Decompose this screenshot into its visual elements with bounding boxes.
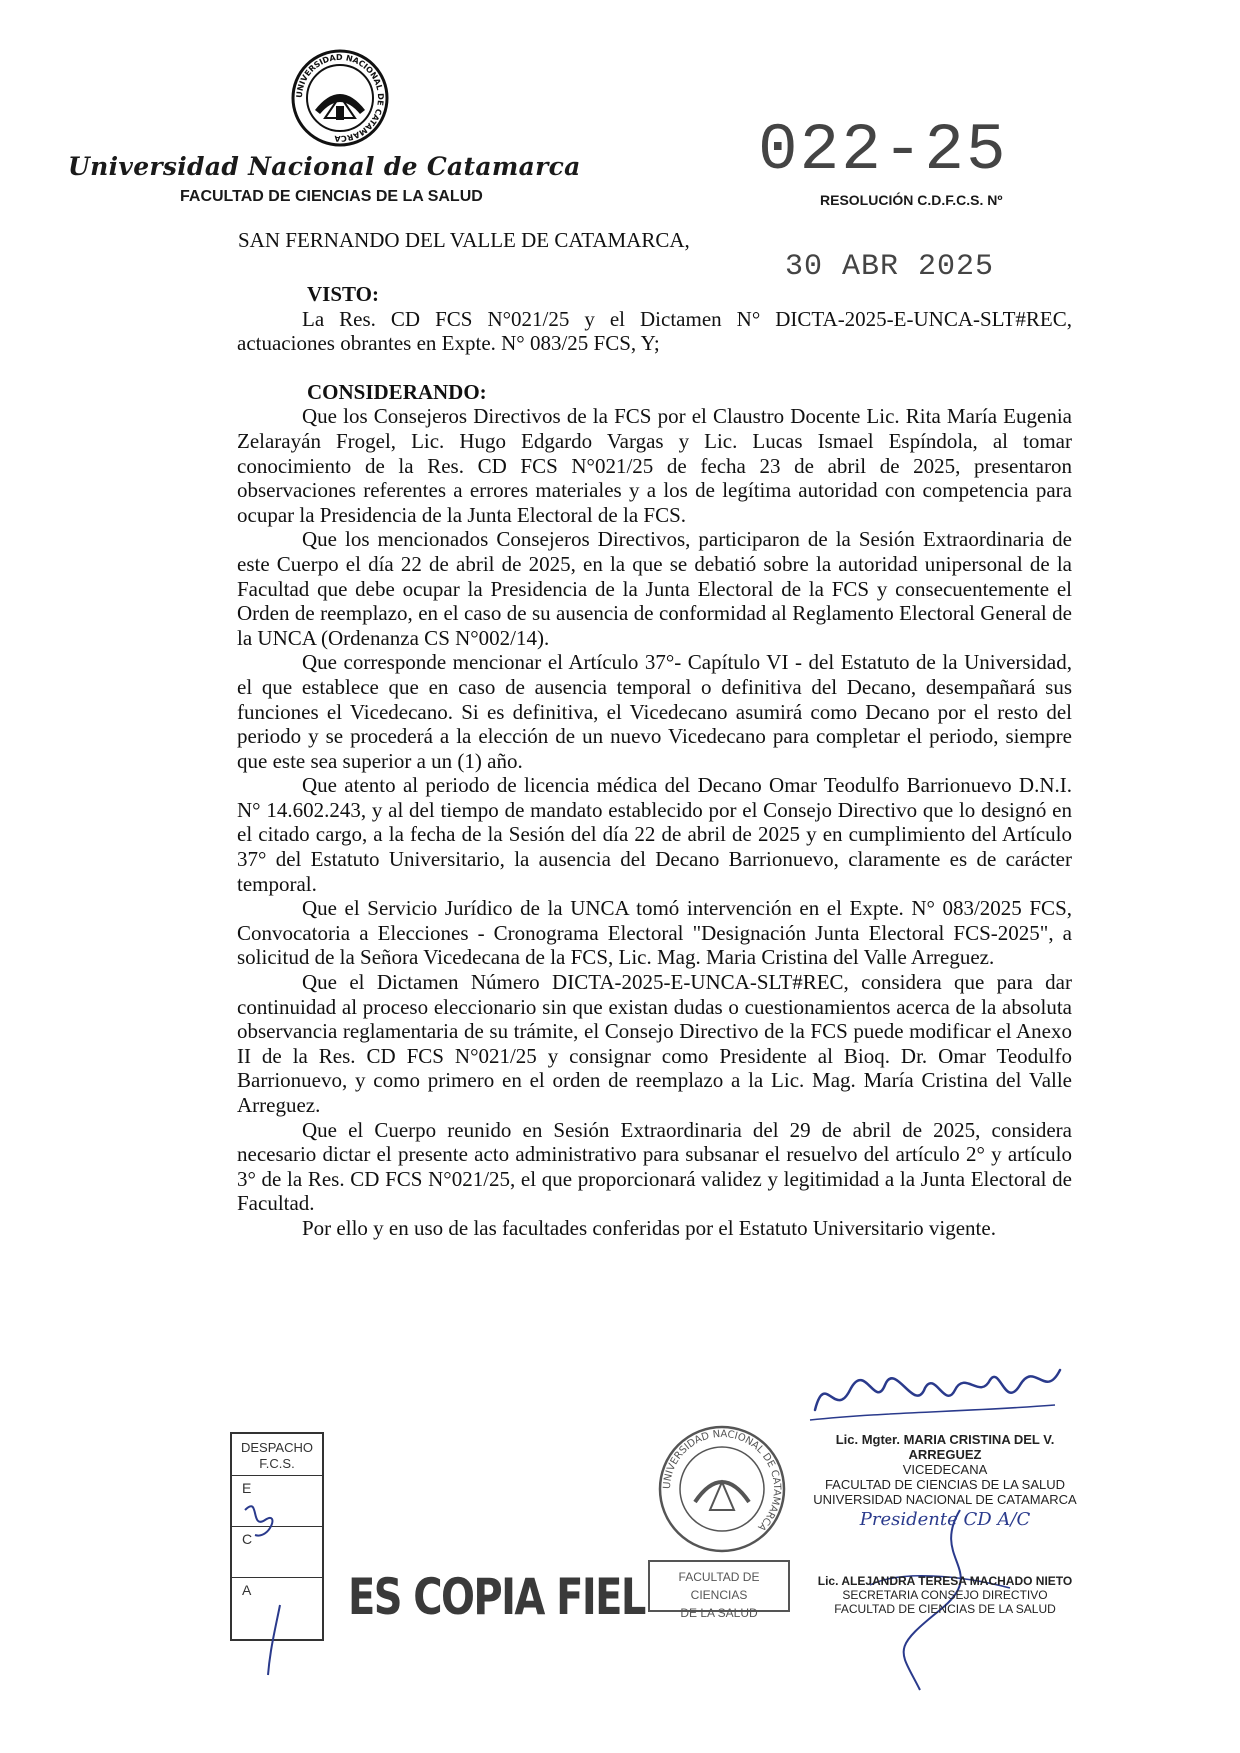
signatory-faculty: FACULTAD DE CIENCIAS DE LA SALUD [824,1477,1066,1492]
university-name: Universidad Nacional de Catamarca [68,152,581,181]
place-line: SAN FERNANDO DEL VALLE DE CATAMARCA, [238,228,690,252]
faculty-round-seal [655,1422,790,1557]
signatory-role: VICEDECANA [902,1462,988,1477]
document-body [237,282,1072,1241]
considerando-paragraph: Que el Servicio Jurídico de la UNCA tomó intervención en el Expte. N° 083/2025 FCS, Convocatoria a Elecciones - Cronograma Electoral "Designación Junta Electoral FCS-2025", a solicitud de la Señora Vicedecana de la FCS, Lic. Mag. Maria Cristina del Valle Arreguez. [237,896,1072,970]
despacho-title: DESPACHO [241,1440,313,1455]
signatory-university: UNIVERSIDAD NACIONAL DE CATAMARCA [813,1492,1077,1507]
date-stamp: 30 ABR 2025 [785,250,995,284]
resolution-number-stamp: 022-25 [758,113,1008,188]
vicedecana-block [800,1432,1090,1530]
faculty-name: FACULTAD DE CIENCIAS DE LA SALUD [180,188,483,205]
handwritten-note: Presidente CD A/C [859,1509,1031,1530]
secretaria-block [810,1574,1080,1616]
closing-paragraph: Por ello y en uso de las facultades conferidas por el Estatuto Universitario vigente. [302,1215,996,1240]
despacho-row: C [232,1527,322,1578]
stamp-line: DE LA SALUD [680,1606,758,1620]
considerando-paragraph: Que atento al periodo de licencia médica del Decano Omar Teodulfo Barrionuevo D.N.I. N° 14.602.243, y al del tiempo de mandato establecido por el Consejo Directivo que lo designó en el citado cargo, a la fecha de la Sesión del día 22 de abril de 2025 y en cumplimiento del Artículo 37° del Estatuto Universitario, la ausencia del Decano Barrionuevo, claramente es de carácter temporal. [237,773,1072,896]
considerando-paragraph: Que el Dictamen Número DICTA-2025-E-UNCA-SLT#REC, considera que para dar continuidad al proceso eleccionario sin que existan dudas o cuestionamientos acerca de la absoluta observancia reglamentaria de su trámite, el Consejo Directivo de la FCS puede modificar el Anexo II de la Res. CD FCS N°021/25 y consignar como Presidente al Bioq. Dr. Omar Teodulfo Barrionuevo, y como primero en el orden de reemplazo a la Lic. Mag. María Cristina del Valle Arreguez. [237,970,1072,1117]
signatory-role: SECRETARIA CONSEJO DIRECTIVO [842,1588,1048,1602]
signatory-name: Lic. ALEJANDRA TERESA MACHADO NIETO [817,1574,1073,1588]
considerando-paragraph: Que el Cuerpo reunido en Sesión Extraordinaria del 29 de abril de 2025, considera necesario dictar el presente acto administrativo para subsanar el resuelvo del artículo 2° y artículo 3° de la Res. CD FCS N°021/25, el que proporcionará validez y legitimidad a la Junta Electoral de Facultad. [237,1117,1072,1216]
visto-heading: VISTO: [307,282,379,306]
vicedecana-signature [805,1350,1075,1430]
despacho-row: A [242,1582,252,1599]
stamp-line: FACULTAD DE CIENCIAS [678,1570,760,1602]
signatory-name: Lic. Mgter. MARIA CRISTINA DEL V. ARREGUEZ [835,1432,1055,1462]
considerando-heading: CONSIDERANDO: [307,379,487,404]
considerando-paragraph: Que los Consejeros Directivos de la FCS por el Claustro Docente Lic. Rita María Eugenia Zelarayán Frogel, Lic. Hugo Edgardo Vargas y Lic. Lucas Ismael Espíndola, al tomar conocimiento de la Res. CD FCS N°021/25 de fecha 23 de abril de 2025, presentaron observaciones referentes a errores materiales y a los de legítima autoridad con competencia para ocupar la Presidencia de la Junta Electoral de la FCS. [237,404,1072,527]
despacho-subtitle: F.C.S. [259,1455,295,1471]
seal-ring-text: UNIVERSIDAD NACIONAL DE CATAMARCA [294,52,386,144]
signatory-faculty: FACULTAD DE CIENCIAS DE LA SALUD [834,1602,1056,1616]
faculty-box-stamp [648,1560,790,1620]
visto-text: La Res. CD FCS N°021/25 y el Dictamen N° DICTA-2025-E-UNCA-SLT#REC, actuaciones obrantes en Expte. N° 083/25 FCS, Y; [237,306,1072,356]
stamp-ring-text: UNIVERSIDAD NACIONAL DE CATAMARCA [661,1428,783,1533]
despacho-box [230,1432,324,1641]
resolution-label: RESOLUCIÓN C.D.F.C.S. Nº [820,192,1003,208]
considerando-paragraph: Que corresponde mencionar el Artículo 37°- Capítulo VI - del Estatuto de la Universidad, el que establece que en caso de ausencia temporal o definitiva del Decano, desempañará sus funciones el Vicedecano. Si es definitiva, el Vicedecano asumirá como Decano por el resto del periodo y se procederá a la elección de un nuevo Vicedecano para completar el periodo, siempre que este sea superior a un (1) año. [237,650,1072,773]
considerando-paragraph: Que los mencionados Consejeros Directivos, participaron de la Sesión Extraordinaria de este Cuerpo el día 22 de abril de 2025, en la que se debatió sobre la autoridad unipersonal de la Facultad que debe ocupar la Presidencia de la Junta Electoral de la FCS y consecuentemente el Orden de reemplazo, en el caso de su ausencia de conformidad al Reglamento Electoral General de la UNCA (Ordenanza CS N°002/14). [237,527,1072,650]
despacho-row: E [232,1476,322,1527]
es-copia-fiel-stamp: ES COPIA FIEL [348,1568,645,1626]
university-seal [290,48,390,148]
